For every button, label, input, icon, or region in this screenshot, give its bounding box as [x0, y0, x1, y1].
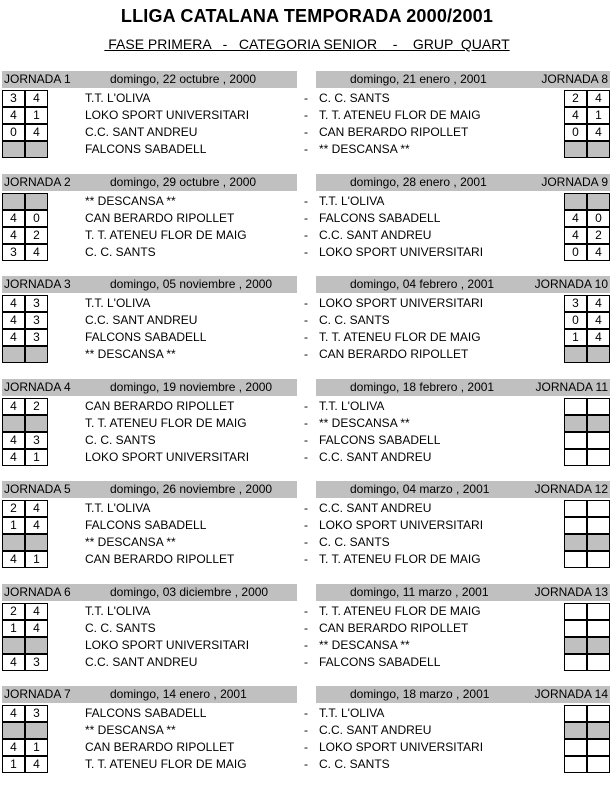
home-team: T.T. L'OLIVA: [85, 501, 151, 515]
score-home-right: 0: [564, 124, 587, 141]
score-away-right: [587, 603, 610, 620]
score-home-left: 4: [2, 295, 25, 312]
match-row: [0, 654, 614, 671]
versus-dash: -: [304, 501, 308, 515]
match-row: [0, 227, 614, 244]
score-home-left: 2: [2, 603, 25, 620]
score-away-left: [25, 534, 48, 551]
home-team: T. T. ATENEU FLOR DE MAIG: [85, 228, 247, 242]
score-away-right: [587, 551, 610, 568]
versus-dash: -: [304, 638, 308, 652]
score-away-left: 1: [25, 551, 48, 568]
away-team: LOKO SPORT UNIVERSITARI: [319, 296, 484, 310]
versus-dash: -: [304, 723, 308, 737]
score-home-left: 3: [2, 244, 25, 261]
match-row: [0, 90, 614, 107]
jornada-label: JORNADA 9: [541, 175, 608, 189]
jornada-label: JORNADA 2: [4, 175, 71, 189]
score-away-right: 0: [587, 210, 610, 227]
home-team: C. C. SANTS: [85, 433, 156, 447]
page-subtitle: [0, 36, 614, 52]
home-team: C. C. SANTS: [85, 245, 156, 259]
away-team: C.C. SANT ANDREU: [319, 450, 432, 464]
score-home-left: 4: [2, 449, 25, 466]
jornada-date: domingo, 29 octubre , 2000: [110, 175, 257, 189]
score-home-right: [564, 346, 587, 363]
away-team: CAN BERARDO RIPOLLET: [319, 125, 469, 139]
versus-dash: -: [304, 91, 308, 105]
score-away-right: 1: [587, 107, 610, 124]
jornada-header-right: [316, 71, 610, 88]
jornada-header-right: [316, 686, 610, 703]
score-away-left: 3: [25, 329, 48, 346]
score-home-right: 2: [564, 90, 587, 107]
score-away-left: 4: [25, 500, 48, 517]
versus-dash: -: [304, 296, 308, 310]
versus-dash: -: [304, 313, 308, 327]
jornada-date: domingo, 28 enero , 2001: [350, 175, 487, 189]
home-team: C. C. SANTS: [85, 621, 156, 635]
score-away-right: [587, 193, 610, 210]
score-home-right: [564, 141, 587, 158]
home-team: T. T. ATENEU FLOR DE MAIG: [85, 416, 247, 430]
home-team: CAN BERARDO RIPOLLET: [85, 740, 235, 754]
score-away-left: 1: [25, 739, 48, 756]
score-home-right: [564, 654, 587, 671]
score-home-left: [2, 346, 25, 363]
away-team: T.T. L'OLIVA: [319, 194, 385, 208]
score-home-left: 3: [2, 90, 25, 107]
versus-dash: -: [304, 142, 308, 156]
score-away-right: 4: [587, 295, 610, 312]
versus-dash: -: [304, 706, 308, 720]
score-home-left: [2, 415, 25, 432]
jornada-date: domingo, 04 febrero , 2001: [350, 277, 495, 291]
versus-dash: -: [304, 621, 308, 635]
home-team: ** DESCANSA **: [85, 347, 176, 361]
jornada-header-right: [316, 481, 610, 498]
away-team: FALCONS SABADELL: [319, 655, 441, 669]
score-away-left: 0: [25, 210, 48, 227]
jornada-label: JORNADA 10: [534, 277, 608, 291]
score-away-right: [587, 398, 610, 415]
score-away-right: 4: [587, 244, 610, 261]
match-row: [0, 449, 614, 466]
away-team: T. T. ATENEU FLOR DE MAIG: [319, 604, 481, 618]
away-team: CAN BERARDO RIPOLLET: [319, 621, 469, 635]
jornada-header-left: [2, 276, 297, 293]
score-away-left: 4: [25, 244, 48, 261]
versus-dash: -: [304, 330, 308, 344]
score-away-left: 1: [25, 449, 48, 466]
jornada-header-left: [2, 379, 297, 396]
match-row: [0, 346, 614, 363]
score-away-left: 4: [25, 603, 48, 620]
jornada-date: domingo, 14 enero , 2001: [110, 687, 247, 701]
home-team: LOKO SPORT UNIVERSITARI: [85, 638, 250, 652]
match-row: [0, 124, 614, 141]
match-row: [0, 210, 614, 227]
score-away-left: 4: [25, 124, 48, 141]
jornada-block: [0, 584, 614, 686]
versus-dash: -: [304, 518, 308, 532]
home-team: FALCONS SABADELL: [85, 706, 207, 720]
score-home-right: 4: [564, 210, 587, 227]
score-home-left: 4: [2, 312, 25, 329]
score-away-left: 4: [25, 517, 48, 534]
score-away-left: 3: [25, 432, 48, 449]
jornada-header-right: [316, 174, 610, 191]
score-away-right: [587, 141, 610, 158]
score-home-left: 4: [2, 107, 25, 124]
score-away-right: [587, 517, 610, 534]
jornada-label: JORNADA 11: [535, 380, 608, 394]
score-away-left: 4: [25, 620, 48, 637]
score-home-left: 0: [2, 124, 25, 141]
away-team: T.T. L'OLIVA: [319, 706, 385, 720]
score-away-right: [587, 449, 610, 466]
score-away-right: [587, 756, 610, 773]
away-team: FALCONS SABADELL: [319, 211, 441, 225]
versus-dash: -: [304, 757, 308, 771]
score-away-left: 3: [25, 312, 48, 329]
score-home-left: 4: [2, 398, 25, 415]
score-away-right: [587, 654, 610, 671]
score-home-right: 0: [564, 312, 587, 329]
jornada-block: [0, 481, 614, 583]
match-row: [0, 141, 614, 158]
jornada-header-right: [316, 379, 610, 396]
jornada-date: domingo, 21 enero , 2001: [350, 72, 487, 86]
score-away-right: 4: [587, 90, 610, 107]
versus-dash: -: [304, 552, 308, 566]
score-away-left: 1: [25, 107, 48, 124]
score-home-right: [564, 637, 587, 654]
score-home-right: [564, 193, 587, 210]
away-team: C.C. SANT ANDREU: [319, 228, 432, 242]
versus-dash: -: [304, 433, 308, 447]
versus-dash: -: [304, 194, 308, 208]
jornada-date: domingo, 11 marzo , 2001: [350, 585, 489, 599]
score-away-left: 4: [25, 756, 48, 773]
score-away-right: [587, 415, 610, 432]
score-away-right: [587, 637, 610, 654]
score-away-right: [587, 432, 610, 449]
score-home-right: [564, 756, 587, 773]
away-team: T. T. ATENEU FLOR DE MAIG: [319, 108, 481, 122]
score-home-left: 1: [2, 620, 25, 637]
versus-dash: -: [304, 399, 308, 413]
jornada-date: domingo, 19 noviembre , 2000: [110, 380, 273, 394]
score-home-right: [564, 449, 587, 466]
home-team: C.C. SANT ANDREU: [85, 313, 198, 327]
match-row: [0, 107, 614, 124]
score-away-right: [587, 534, 610, 551]
versus-dash: -: [304, 347, 308, 361]
score-away-right: 4: [587, 312, 610, 329]
versus-dash: -: [304, 655, 308, 669]
match-row: [0, 244, 614, 261]
home-team: ** DESCANSA **: [85, 194, 176, 208]
away-team: T. T. ATENEU FLOR DE MAIG: [319, 330, 481, 344]
score-home-left: 4: [2, 227, 25, 244]
jornada-block: [0, 174, 614, 276]
score-home-left: 2: [2, 500, 25, 517]
away-team: T. T. ATENEU FLOR DE MAIG: [319, 552, 481, 566]
match-row: [0, 193, 614, 210]
match-row: [0, 312, 614, 329]
away-team: C. C. SANTS: [319, 313, 390, 327]
score-home-right: [564, 722, 587, 739]
score-home-left: 1: [2, 756, 25, 773]
jornada-label: JORNADA 7: [4, 687, 71, 701]
score-home-left: 4: [2, 329, 25, 346]
score-home-right: 1: [564, 329, 587, 346]
match-row: [0, 295, 614, 312]
page-title: LLIGA CATALANA TEMPORADA 2000/2001: [120, 6, 494, 26]
jornada-date: domingo, 18 marzo , 2001: [350, 687, 490, 701]
jornada-header-left: [2, 584, 297, 601]
score-away-left: [25, 637, 48, 654]
away-team: ** DESCANSA **: [319, 638, 410, 652]
away-team: LOKO SPORT UNIVERSITARI: [319, 518, 484, 532]
score-home-right: 4: [564, 227, 587, 244]
score-away-right: [587, 722, 610, 739]
away-team: LOKO SPORT UNIVERSITARI: [319, 740, 484, 754]
match-row: [0, 739, 614, 756]
jornada-label: JORNADA 12: [534, 482, 608, 496]
away-team: C. C. SANTS: [319, 535, 390, 549]
jornada-label: JORNADA 8: [541, 72, 608, 86]
match-row: [0, 722, 614, 739]
subtitle-text: FASE PRIMERA - CATEGORIA SENIOR - GRUP QUART: [104, 36, 510, 52]
jornada-header-right: [316, 276, 610, 293]
versus-dash: -: [304, 740, 308, 754]
versus-dash: -: [304, 108, 308, 122]
away-team: LOKO SPORT UNIVERSITARI: [319, 245, 484, 259]
jornada-date: domingo, 26 noviembre , 2000: [110, 482, 273, 496]
versus-dash: -: [304, 228, 308, 242]
score-away-left: [25, 193, 48, 210]
home-team: CAN BERARDO RIPOLLET: [85, 552, 235, 566]
score-home-right: [564, 620, 587, 637]
score-home-left: [2, 534, 25, 551]
score-home-right: [564, 432, 587, 449]
versus-dash: -: [304, 416, 308, 430]
jornada-date: domingo, 22 octubre , 2000: [110, 72, 257, 86]
score-away-left: 2: [25, 398, 48, 415]
jornada-header-left: [2, 174, 297, 191]
score-away-right: [587, 620, 610, 637]
score-away-left: [25, 722, 48, 739]
score-away-right: 4: [587, 329, 610, 346]
jornada-label: JORNADA 5: [4, 482, 71, 496]
score-home-right: 4: [564, 107, 587, 124]
match-row: [0, 637, 614, 654]
home-team: T.T. L'OLIVA: [85, 604, 151, 618]
score-away-right: [587, 705, 610, 722]
score-away-right: 4: [587, 124, 610, 141]
home-team: CAN BERARDO RIPOLLET: [85, 399, 235, 413]
score-home-left: 4: [2, 551, 25, 568]
jornada-label: JORNADA 1: [4, 72, 71, 86]
score-home-left: [2, 141, 25, 158]
score-home-left: 4: [2, 210, 25, 227]
away-team: T.T. L'OLIVA: [319, 399, 385, 413]
score-away-right: [587, 739, 610, 756]
score-away-left: [25, 346, 48, 363]
score-away-right: 2: [587, 227, 610, 244]
match-row: [0, 620, 614, 637]
home-team: C.C. SANT ANDREU: [85, 655, 198, 669]
home-team: FALCONS SABADELL: [85, 518, 207, 532]
away-team: C.C. SANT ANDREU: [319, 723, 432, 737]
score-away-left: 3: [25, 705, 48, 722]
away-team: ** DESCANSA **: [319, 416, 410, 430]
score-home-left: 1: [2, 517, 25, 534]
away-team: C. C. SANTS: [319, 91, 390, 105]
score-home-left: 4: [2, 739, 25, 756]
score-home-left: [2, 637, 25, 654]
score-home-left: 4: [2, 705, 25, 722]
home-team: T. T. ATENEU FLOR DE MAIG: [85, 757, 247, 771]
jornada-date: domingo, 05 noviembre , 2000: [110, 277, 273, 291]
home-team: ** DESCANSA **: [85, 535, 176, 549]
match-row: [0, 500, 614, 517]
jornada-block: [0, 276, 614, 378]
score-away-right: [587, 500, 610, 517]
match-row: [0, 705, 614, 722]
match-row: [0, 415, 614, 432]
score-home-right: 3: [564, 295, 587, 312]
match-row: [0, 551, 614, 568]
versus-dash: -: [304, 535, 308, 549]
jornada-block: [0, 686, 614, 788]
jornada-block: [0, 379, 614, 481]
home-team: T.T. L'OLIVA: [85, 91, 151, 105]
home-team: LOKO SPORT UNIVERSITARI: [85, 108, 250, 122]
home-team: T.T. L'OLIVA: [85, 296, 151, 310]
jornada-date: domingo, 04 marzo , 2001: [350, 482, 490, 496]
score-home-right: [564, 415, 587, 432]
score-home-right: [564, 739, 587, 756]
versus-dash: -: [304, 604, 308, 618]
score-away-left: [25, 141, 48, 158]
away-team: FALCONS SABADELL: [319, 433, 441, 447]
score-home-right: [564, 603, 587, 620]
score-home-left: 4: [2, 654, 25, 671]
score-home-right: [564, 398, 587, 415]
match-row: [0, 603, 614, 620]
match-row: [0, 329, 614, 346]
versus-dash: -: [304, 450, 308, 464]
score-home-right: [564, 705, 587, 722]
jornada-date: domingo, 03 diciembre , 2000: [110, 585, 269, 599]
home-team: C.C. SANT ANDREU: [85, 125, 198, 139]
home-team: LOKO SPORT UNIVERSITARI: [85, 450, 250, 464]
score-away-left: 2: [25, 227, 48, 244]
score-home-right: [564, 517, 587, 534]
score-home-right: [564, 500, 587, 517]
away-team: CAN BERARDO RIPOLLET: [319, 347, 469, 361]
jornada-header-right: [316, 584, 610, 601]
match-row: [0, 398, 614, 415]
away-team: ** DESCANSA **: [319, 142, 410, 156]
score-home-left: [2, 722, 25, 739]
away-team: C. C. SANTS: [319, 757, 390, 771]
score-away-right: [587, 346, 610, 363]
match-row: [0, 517, 614, 534]
score-away-left: 4: [25, 90, 48, 107]
jornada-label: JORNADA 13: [534, 585, 608, 599]
score-away-left: 3: [25, 654, 48, 671]
home-team: CAN BERARDO RIPOLLET: [85, 211, 235, 225]
away-team: C.C. SANT ANDREU: [319, 501, 432, 515]
home-team: FALCONS SABADELL: [85, 142, 207, 156]
score-home-right: 0: [564, 244, 587, 261]
score-away-left: [25, 415, 48, 432]
jornada-label: JORNADA 3: [4, 277, 71, 291]
match-row: [0, 534, 614, 551]
score-home-right: [564, 534, 587, 551]
jornada-date: domingo, 18 febrero , 2001: [350, 380, 495, 394]
match-row: [0, 432, 614, 449]
home-team: FALCONS SABADELL: [85, 330, 207, 344]
versus-dash: -: [304, 245, 308, 259]
jornada-block: [0, 71, 614, 173]
home-team: ** DESCANSA **: [85, 723, 176, 737]
jornada-label: JORNADA 4: [4, 380, 71, 394]
versus-dash: -: [304, 125, 308, 139]
score-home-left: [2, 193, 25, 210]
score-home-left: 4: [2, 432, 25, 449]
match-row: [0, 756, 614, 773]
jornada-header-left: [2, 481, 297, 498]
jornada-label: JORNADA 6: [4, 585, 71, 599]
jornada-header-left: [2, 686, 297, 703]
versus-dash: -: [304, 211, 308, 225]
score-away-left: 3: [25, 295, 48, 312]
jornada-header-left: [2, 71, 297, 88]
jornada-label: JORNADA 14: [534, 687, 608, 701]
score-home-right: [564, 551, 587, 568]
